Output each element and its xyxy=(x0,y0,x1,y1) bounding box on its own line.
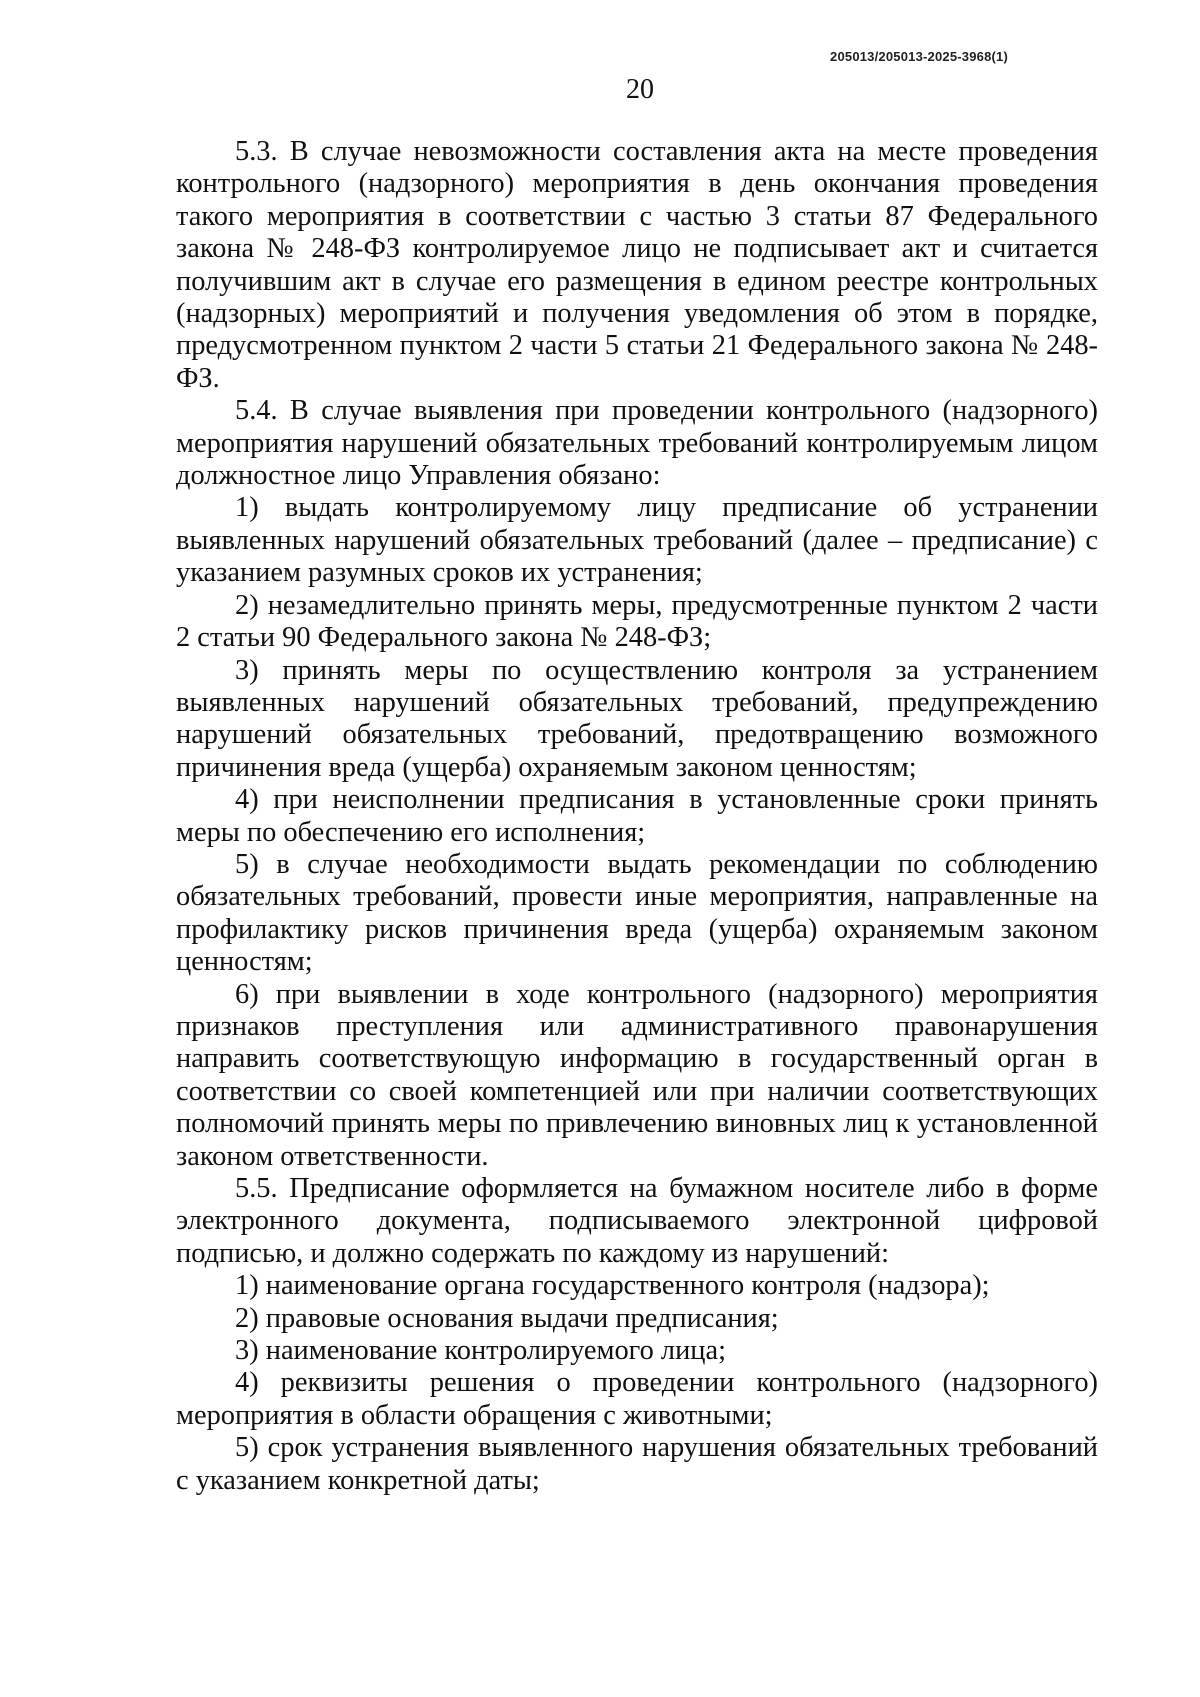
paragraph-5-3: 5.3. В случае невозможности составления акта на месте проведения контрольного (надзорного) мероприятия в день окончания проведения такого мероприятия в соответствии с частью 3 статьи 87 Федерального закона № 248-ФЗ контролируемое лицо не подписывает акт и считается получившим акт в случае его размещения в едином реестре контрольных (надзорных) мероприятий и получения уведомления об этом в порядке, предусмотренном пунктом 2 части 5 статьи 21 Федерального закона № 248-ФЗ. xyxy=(176,136,1098,394)
list-item-5-5-1: 1) наименование органа государственного контроля (надзора); xyxy=(235,1270,990,1302)
list-item-5-4-1: 1) выдать контролируемому лицу предписание об устранении выявленных нарушений обязательных требований (далее – предписание) с указанием разумных сроков их устранения; xyxy=(176,492,1098,589)
list-item-5-5-2: 2) правовые основания выдачи предписания; xyxy=(235,1302,779,1334)
document-body xyxy=(176,136,1098,1497)
paragraph-5-5: 5.5. Предписание оформляется на бумажном носителе либо в форме электронного документа, подписываемого электронной цифровой подписью, и должно содержать по каждому из нарушений: xyxy=(176,1173,1098,1269)
list-item-5-5-4: 4) реквизиты решения о проведении контрольного (надзорного) мероприятия в области обращения с животными; xyxy=(176,1367,1098,1431)
paragraph-5-4: 5.4. В случае выявления при проведении контрольного (надзорного) мероприятия нарушений обязательных требований контролируемым лицом должностное лицо Управления обязано: xyxy=(176,395,1098,492)
page-number: 20 xyxy=(626,74,654,105)
list-item-5-4-5: 5) в случае необходимости выдать рекомендации по соблюдению обязательных требований, провести иные мероприятия, направленные на профилактику рисков причинения вреда (ущерба) охраняемым законом ценностям; xyxy=(176,848,1098,978)
document-registration-number: 205013/205013-2025-3968(1) xyxy=(830,49,1008,64)
list-item-5-4-6: 6) при выявлении в ходе контрольного (надзорного) мероприятия признаков преступления или административного правонарушения направить соответствующую информацию в государственный орган в соответствии со своей компетенцией или при наличии соответствующих полномочий принять меры по привлечению виновных лиц к установленной законом ответственности. xyxy=(176,978,1098,1172)
list-item-5-5-3: 3) наименование контролируемого лица; xyxy=(235,1335,726,1367)
list-item-5-4-2: 2) незамедлительно принять меры, предусмотренные пунктом 2 части 2 статьи 90 Федерального закона № 248-ФЗ; xyxy=(176,589,1098,654)
list-item-5-5-5: 5) срок устранения выявленного нарушения обязательных требований с указанием конкретной даты; xyxy=(176,1432,1098,1496)
list-item-5-4-3: 3) принять меры по осуществлению контроля за устранением выявленных нарушений обязательных требований, предупреждению нарушений обязательных требований, предотвращению возможного причинения вреда (ущерба) охраняемым законом ценностям; xyxy=(176,654,1098,783)
list-item-5-4-4: 4) при неисполнении предписания в установленные сроки принять меры по обеспечению его исполнения; xyxy=(176,784,1098,848)
